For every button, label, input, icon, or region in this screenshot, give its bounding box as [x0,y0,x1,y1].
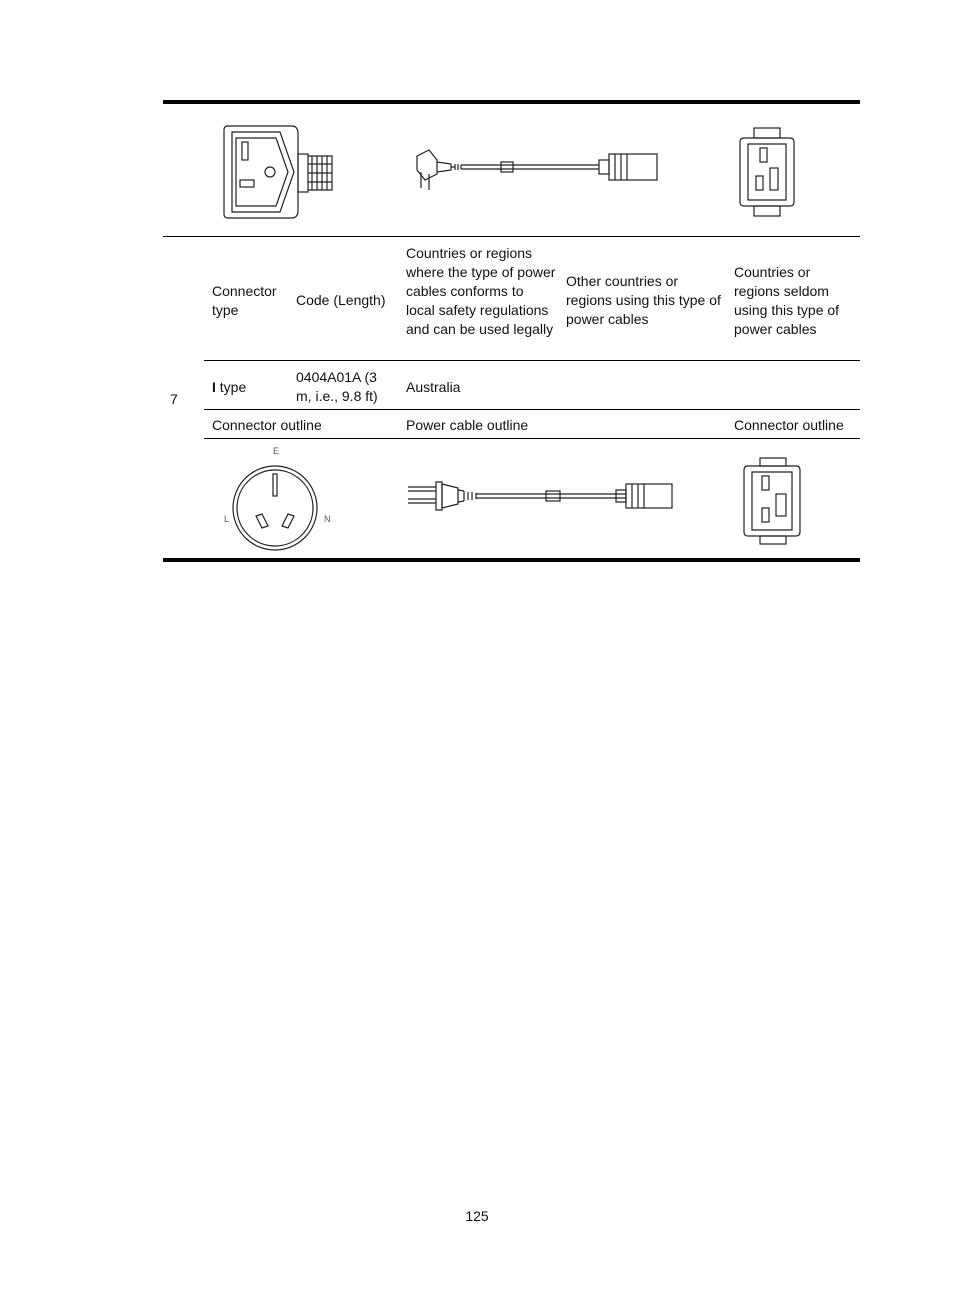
socket-label-live: L [224,514,230,524]
power-cable-top-image [415,140,665,196]
header-connector-type: Connector type [212,283,277,318]
connector-outline-top-right-image [738,126,798,218]
label-power-cable-outline: Power cable outline [406,417,529,433]
header-seldom-regions: Countries or regions seldom using this type of power cables [734,264,840,337]
table-bottom-border [163,558,860,562]
data-row-divider [204,409,860,410]
header-other-regions: Other countries or regions using this type of power cables [566,273,721,327]
socket-label-earth: E [272,446,280,456]
page-number: 125 [465,1208,489,1224]
label-connector-outline-left: Connector outline [212,417,322,433]
connector-type-suffix: type [215,379,247,395]
row-divider [163,236,860,237]
code-value: 0404A01A (3 m, i.e., 9.8 ft) [296,369,378,404]
socket-label-neutral: N [324,514,331,524]
legal-regions-value: Australia [406,379,461,395]
row-number: 7 [170,391,178,407]
outline-label-divider [204,438,860,439]
socket-face-i-type-image [220,444,340,556]
table-top-border [163,100,860,104]
connector-outline-i-type-right-image [742,456,804,548]
header-code-length: Code (Length) [296,292,386,308]
connector-type-letter: I [212,379,216,395]
header-legal-regions: Countries or regions where the type of power cables conforms to local safety regulations and can be used legally [406,245,556,337]
label-connector-outline-right: Connector outline [734,417,844,433]
power-cable-i-type-image [406,478,676,514]
connector-type-value [212,378,246,397]
header-divider [204,360,860,361]
connector-outline-top-left-image [222,120,350,224]
